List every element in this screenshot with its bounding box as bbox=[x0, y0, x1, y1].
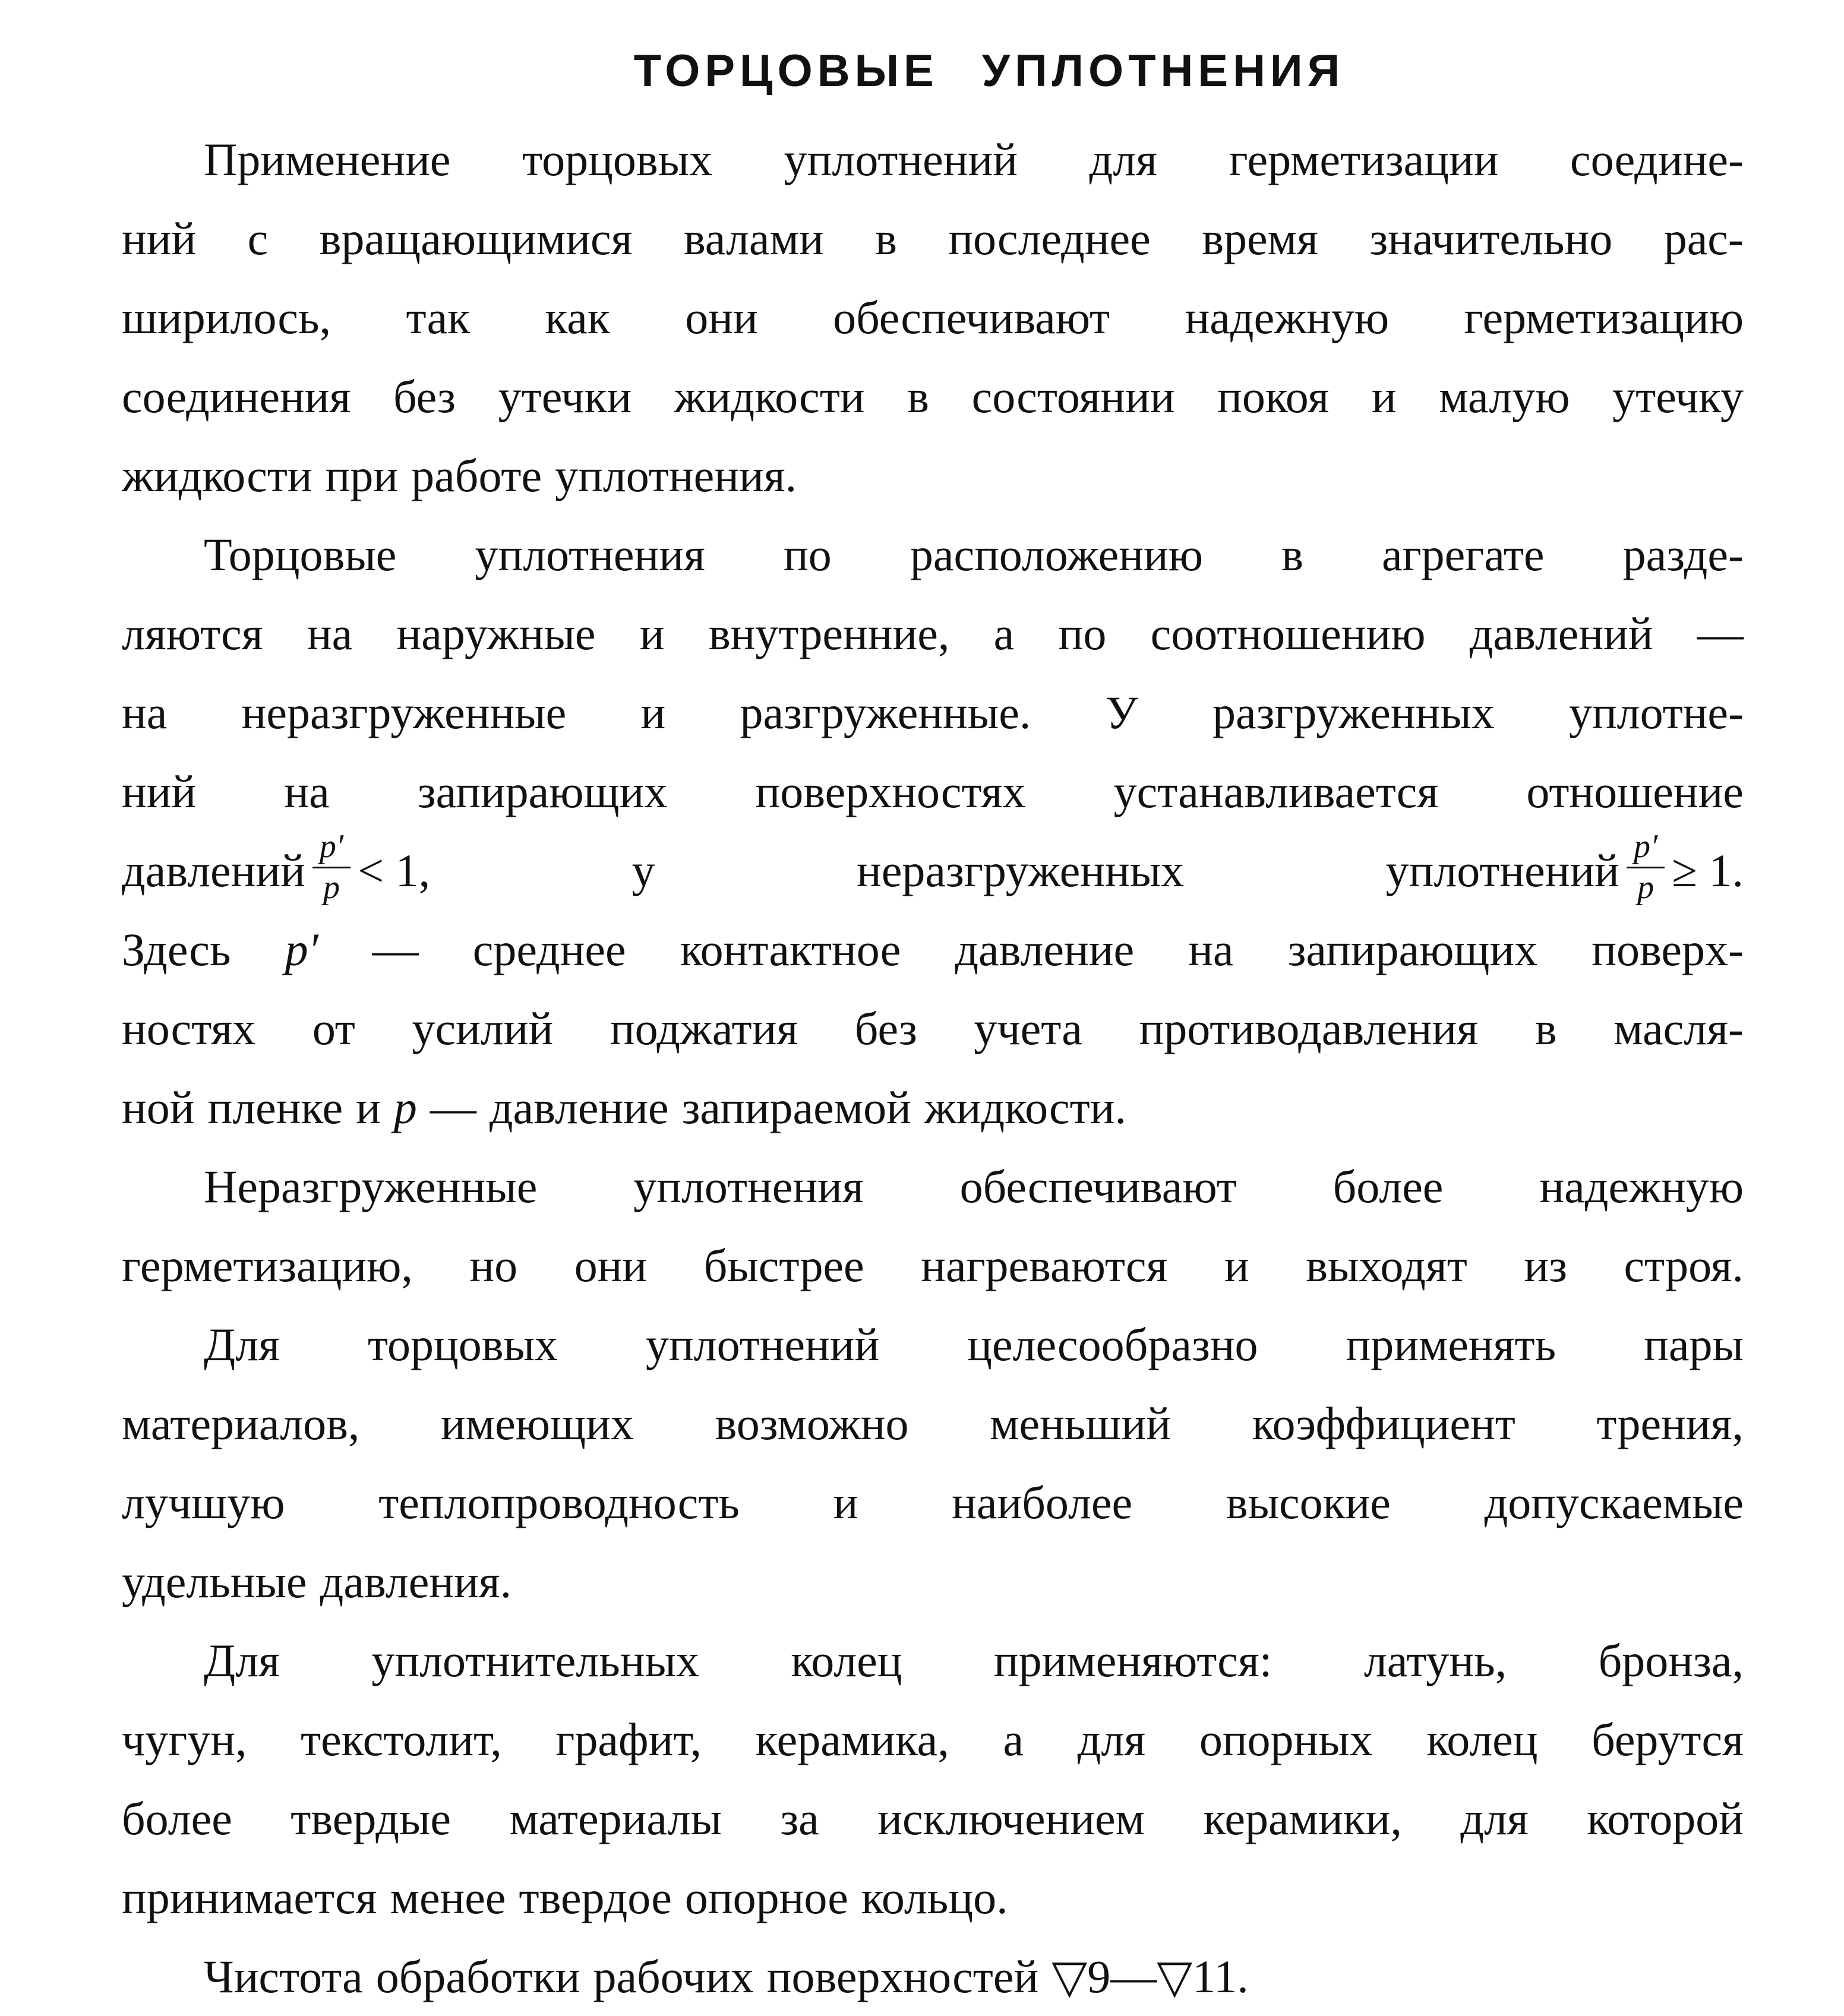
word: поверх- bbox=[1592, 924, 1744, 975]
word: Чистота bbox=[204, 1951, 363, 2002]
word: на bbox=[307, 608, 353, 659]
word: по bbox=[1058, 608, 1107, 659]
word: но bbox=[469, 1240, 518, 1291]
word: они bbox=[685, 292, 758, 343]
word: Здесь bbox=[122, 924, 231, 975]
word: работе bbox=[411, 450, 542, 501]
word: герметизацию, bbox=[122, 1240, 413, 1291]
word: рабочих bbox=[593, 1951, 754, 2002]
word: давления. bbox=[320, 1556, 512, 1607]
word: без bbox=[854, 1003, 917, 1054]
word: уплотнения. bbox=[555, 450, 797, 501]
word: трения, bbox=[1596, 1398, 1744, 1449]
word: пары bbox=[1644, 1319, 1744, 1370]
word: и bbox=[639, 608, 665, 659]
word: допускаемые bbox=[1484, 1477, 1744, 1528]
word: — bbox=[430, 1082, 476, 1133]
word: а bbox=[993, 608, 1015, 659]
word: жидкости bbox=[674, 371, 865, 422]
word: поверхностях bbox=[755, 766, 1026, 817]
fraction-denominator: p bbox=[1637, 869, 1654, 906]
word: с bbox=[247, 213, 269, 264]
text-line bbox=[122, 1779, 1744, 1858]
word: высокие bbox=[1226, 1477, 1391, 1528]
word: удельные bbox=[122, 1556, 307, 1607]
word: разгруженных bbox=[1212, 687, 1495, 738]
text-line bbox=[122, 989, 1744, 1068]
word: меньший bbox=[990, 1398, 1171, 1449]
word: от bbox=[312, 1003, 355, 1054]
word: нагреваются bbox=[921, 1240, 1168, 1291]
word: время bbox=[1202, 213, 1318, 264]
word: внутренние, bbox=[708, 608, 950, 659]
word: Для bbox=[204, 1319, 280, 1370]
word: давлений bbox=[1469, 608, 1653, 659]
word: и bbox=[640, 687, 666, 738]
word: за bbox=[780, 1793, 819, 1844]
word: устанавливается bbox=[1113, 766, 1439, 817]
word: чугун, bbox=[122, 1714, 247, 1765]
word: обработки bbox=[375, 1951, 580, 2002]
text-line bbox=[122, 1068, 1744, 1147]
word: расположению bbox=[910, 529, 1204, 580]
word: масля- bbox=[1614, 1003, 1744, 1054]
word: поджатия bbox=[610, 1003, 798, 1054]
word: выходят bbox=[1306, 1240, 1467, 1291]
fraction-p-prime-over-p bbox=[1627, 830, 1665, 904]
text-line bbox=[122, 1384, 1744, 1463]
word: для bbox=[1077, 1714, 1146, 1765]
word: уплотнений bbox=[784, 134, 1018, 185]
word: обеспечивают bbox=[959, 1161, 1237, 1212]
word: бронза, bbox=[1598, 1635, 1744, 1686]
word: ний bbox=[122, 213, 197, 264]
word: без bbox=[393, 371, 456, 422]
word: вращающимися bbox=[319, 213, 633, 264]
word: применять bbox=[1346, 1319, 1556, 1370]
surface-finish-class: ▽9—▽11. bbox=[1052, 1951, 1249, 2002]
word: пленке bbox=[207, 1082, 343, 1133]
text-line bbox=[122, 120, 1744, 199]
text-line bbox=[122, 594, 1744, 673]
word: латунь, bbox=[1363, 1635, 1507, 1686]
word: надежную bbox=[1185, 292, 1390, 343]
word: запирающих bbox=[1287, 924, 1538, 975]
word: из bbox=[1524, 1240, 1567, 1291]
word: коэффициент bbox=[1252, 1398, 1515, 1449]
text-line bbox=[122, 357, 1744, 436]
word: они bbox=[574, 1240, 648, 1291]
word: в bbox=[875, 213, 897, 264]
word: менее bbox=[390, 1872, 506, 1923]
word: Неразгруженные bbox=[204, 1161, 538, 1212]
word: и bbox=[356, 1082, 381, 1133]
text-line bbox=[122, 1937, 1744, 2016]
word: и bbox=[1224, 1240, 1249, 1291]
formula-group bbox=[1385, 828, 1744, 910]
word: валами bbox=[683, 213, 824, 264]
word: а bbox=[1003, 1714, 1024, 1765]
word: наиболее bbox=[952, 1477, 1133, 1528]
document-page bbox=[122, 42, 1744, 2016]
text-line bbox=[122, 278, 1744, 357]
word: усилий bbox=[412, 1003, 554, 1054]
word: и bbox=[1371, 371, 1397, 422]
word: уплотнений bbox=[645, 1319, 880, 1370]
word: ний bbox=[122, 766, 197, 817]
word: быстрее bbox=[703, 1240, 864, 1291]
text-line bbox=[122, 1621, 1744, 1700]
word: твердые bbox=[291, 1793, 451, 1844]
word: последнее bbox=[948, 213, 1151, 264]
word: более bbox=[1333, 1161, 1444, 1212]
text-line bbox=[122, 1226, 1744, 1305]
text-line bbox=[122, 673, 1744, 752]
word: неразгруженных bbox=[857, 845, 1185, 896]
word: торцовых bbox=[367, 1319, 558, 1370]
text-line bbox=[122, 1858, 1744, 1937]
word: берутся bbox=[1592, 1714, 1744, 1765]
text-line bbox=[122, 1147, 1744, 1226]
word: состоянии bbox=[971, 371, 1175, 422]
variable-p: p bbox=[393, 1082, 417, 1133]
word: лучшую bbox=[122, 1477, 285, 1528]
word: уплотнения bbox=[475, 529, 705, 580]
word: как bbox=[545, 292, 610, 343]
word: запирающих bbox=[417, 766, 668, 817]
word: — bbox=[1697, 608, 1744, 659]
word: в bbox=[907, 371, 930, 422]
word: для bbox=[1460, 1793, 1529, 1844]
word: материалы bbox=[509, 1793, 722, 1844]
word: колец bbox=[791, 1635, 902, 1686]
word: ной bbox=[122, 1082, 195, 1133]
word: среднее bbox=[472, 924, 626, 975]
word: уплотнительных bbox=[371, 1635, 699, 1686]
fraction-numerator: p′ bbox=[1627, 830, 1665, 868]
word: соедине- bbox=[1570, 134, 1744, 185]
word: рас- bbox=[1663, 213, 1744, 264]
word: обеспечивают bbox=[833, 292, 1110, 343]
word: малую bbox=[1439, 371, 1570, 422]
word: целесообразно bbox=[967, 1319, 1258, 1370]
word: применяются: bbox=[993, 1635, 1273, 1686]
text-line bbox=[122, 199, 1744, 278]
word: колец bbox=[1426, 1714, 1538, 1765]
word: при bbox=[325, 450, 399, 501]
word: разде- bbox=[1622, 529, 1744, 580]
word: Торцовые bbox=[204, 529, 397, 580]
word: жидкости. bbox=[924, 1082, 1126, 1133]
word: разгруженные. bbox=[740, 687, 1031, 738]
word: на bbox=[1188, 924, 1234, 975]
word: наружные bbox=[396, 608, 596, 659]
word: кольцо. bbox=[861, 1872, 1008, 1923]
word: на bbox=[122, 687, 168, 738]
text-line-formula bbox=[122, 828, 1744, 910]
word: У bbox=[1105, 687, 1138, 738]
word: так bbox=[406, 292, 471, 343]
word: материалов, bbox=[122, 1398, 360, 1449]
word: утечки bbox=[498, 371, 632, 422]
word: строя. bbox=[1624, 1240, 1744, 1291]
relation: < 1, bbox=[358, 845, 431, 896]
word: уплотнений bbox=[1385, 845, 1619, 896]
word: твердое bbox=[519, 1872, 672, 1923]
word: керамики, bbox=[1203, 1793, 1402, 1844]
word: Для bbox=[204, 1635, 280, 1686]
word: герметизации bbox=[1229, 134, 1499, 185]
word: по bbox=[784, 529, 832, 580]
word: в bbox=[1281, 529, 1303, 580]
word: опорное bbox=[684, 1872, 848, 1923]
text-line bbox=[122, 1305, 1744, 1384]
word: керамика, bbox=[755, 1714, 949, 1765]
text-line bbox=[122, 1463, 1744, 1542]
word: — bbox=[372, 924, 419, 975]
word: соотношению bbox=[1150, 608, 1426, 659]
word: исключением bbox=[877, 1793, 1145, 1844]
text-line bbox=[122, 515, 1744, 594]
word: ностях bbox=[122, 1003, 256, 1054]
word: давление bbox=[489, 1082, 669, 1133]
variable-p-prime: p′ bbox=[285, 924, 318, 975]
word: противодавления bbox=[1139, 1003, 1479, 1054]
text-line bbox=[122, 752, 1744, 831]
word: давление bbox=[955, 924, 1135, 975]
word: которой bbox=[1587, 1793, 1744, 1844]
text-line bbox=[122, 1542, 1744, 1621]
word: соединения bbox=[122, 371, 351, 422]
word: более bbox=[122, 1793, 232, 1844]
word: агрегате bbox=[1382, 529, 1545, 580]
word: учета bbox=[974, 1003, 1082, 1054]
word: возможно bbox=[715, 1398, 909, 1449]
word: теплопроводность bbox=[378, 1477, 740, 1528]
text-line bbox=[122, 436, 1744, 515]
word: отношение bbox=[1526, 766, 1744, 817]
formula-group bbox=[122, 828, 431, 910]
word: уплотне- bbox=[1568, 687, 1744, 738]
word: уплотнения bbox=[633, 1161, 864, 1212]
word: контактное bbox=[680, 924, 901, 975]
word: принимается bbox=[122, 1872, 377, 1923]
text-line bbox=[122, 1700, 1744, 1779]
word: у bbox=[631, 845, 655, 896]
word: ширилось, bbox=[122, 292, 331, 343]
word: ляются bbox=[122, 608, 263, 659]
word: надежную bbox=[1539, 1161, 1744, 1212]
word: утечку bbox=[1612, 371, 1744, 422]
word: герметизацию bbox=[1464, 292, 1744, 343]
text-line bbox=[122, 910, 1744, 989]
word: текстолит, bbox=[301, 1714, 502, 1765]
page-title: ТОРЦОВЫЕ УПЛОТНЕНИЯ bbox=[633, 46, 1345, 96]
word: имеющих bbox=[441, 1398, 634, 1449]
word: для bbox=[1089, 134, 1158, 185]
word: и bbox=[833, 1477, 858, 1528]
fraction-numerator: p′ bbox=[312, 830, 351, 868]
word: Применение bbox=[204, 134, 451, 185]
word: графит, bbox=[555, 1714, 702, 1765]
fraction-p-prime-over-p bbox=[312, 830, 351, 904]
word: неразгруженные bbox=[241, 687, 567, 738]
word: торцовых bbox=[522, 134, 713, 185]
word: опорных bbox=[1199, 1714, 1373, 1765]
relation: ≥ 1. bbox=[1672, 845, 1744, 896]
body-text bbox=[122, 120, 1744, 2016]
word: давлений bbox=[122, 845, 305, 896]
word: поверхностей bbox=[766, 1951, 1039, 2002]
word: в bbox=[1534, 1003, 1557, 1054]
fraction-denominator: p bbox=[323, 869, 340, 906]
word: на bbox=[284, 766, 330, 817]
word: значительно bbox=[1369, 213, 1613, 264]
word: покоя bbox=[1217, 371, 1330, 422]
word: запираемой bbox=[681, 1082, 911, 1133]
word: жидкости bbox=[122, 450, 312, 501]
